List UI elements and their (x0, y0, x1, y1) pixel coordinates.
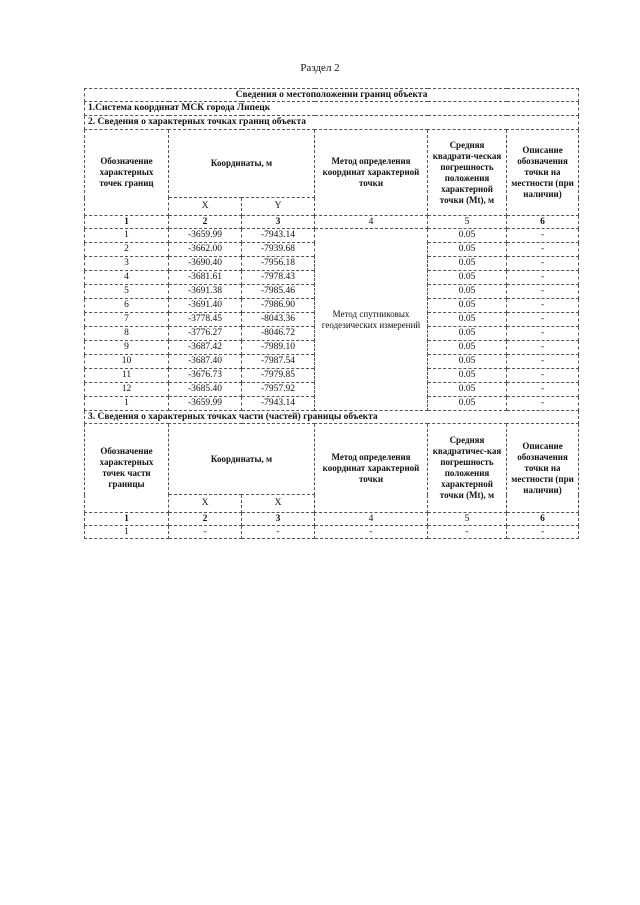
desc-cell: - (507, 285, 579, 299)
header-error: Средняя квадратичес-кая погрешность положения характерной точки (Mt), м (428, 424, 507, 513)
error-cell: 0.05 (428, 257, 507, 271)
error-cell: - (428, 526, 507, 539)
error-cell: 0.05 (428, 299, 507, 313)
error-cell: 0.05 (428, 341, 507, 355)
desc-cell: - (507, 341, 579, 355)
desc-cell: - (507, 397, 579, 411)
part3-title: 3. Сведения о характерных точках части (частей) границы объекта (85, 411, 579, 424)
y-cell: -7957.92 (242, 383, 315, 397)
y-cell: -7989.10 (242, 341, 315, 355)
error-cell: 0.05 (428, 313, 507, 327)
y-cell: -7979.85 (242, 369, 315, 383)
desc-cell: - (507, 257, 579, 271)
point-cell: 12 (85, 383, 169, 397)
header-method: Метод определения координат характерной точки (315, 424, 428, 513)
desc-cell: - (507, 299, 579, 313)
desc-cell: - (507, 369, 579, 383)
y-cell: -7986.90 (242, 299, 315, 313)
error-cell: 0.05 (428, 369, 507, 383)
header-x: X (169, 495, 242, 513)
section-title: Раздел 2 (300, 62, 340, 74)
col-num: 3 (242, 216, 315, 229)
x-cell: -3681.61 (169, 271, 242, 285)
point-cell: 2 (85, 243, 169, 257)
point-cell: 10 (85, 355, 169, 369)
point-cell: 9 (85, 341, 169, 355)
table-row (85, 229, 579, 243)
point-cell: 4 (85, 271, 169, 285)
header-point: Обозначение характерных точек части границы (85, 424, 169, 513)
desc-cell: - (507, 355, 579, 369)
x-cell: -3776.27 (169, 327, 242, 341)
point-cell: 1 (85, 526, 169, 539)
error-cell: 0.05 (428, 229, 507, 243)
header-y: X (242, 495, 315, 513)
col-num: 2 (169, 216, 242, 229)
header-desc: Описание обозначения точки на местности (при наличии) (507, 424, 579, 513)
error-cell: 0.05 (428, 327, 507, 341)
header-coords: Координаты, м (169, 424, 315, 495)
error-cell: 0.05 (428, 397, 507, 411)
x-cell: -3687.40 (169, 355, 242, 369)
col-num: 1 (85, 513, 169, 526)
x-cell: -3691.40 (169, 299, 242, 313)
part2-title: 2. Сведения о характерных точках границ объекта (85, 116, 579, 130)
error-cell: 0.05 (428, 285, 507, 299)
header-method: Метод определения координат характерной точки (315, 130, 428, 216)
header-y: Y (242, 198, 315, 216)
x-cell: -3690.40 (169, 257, 242, 271)
y-cell: -7943.14 (242, 397, 315, 411)
point-cell: 7 (85, 313, 169, 327)
header-coords: Координаты, м (169, 130, 315, 198)
error-cell: 0.05 (428, 243, 507, 257)
desc-cell: - (507, 383, 579, 397)
point-cell: 11 (85, 369, 169, 383)
desc-cell: - (507, 271, 579, 285)
col-num: 4 (315, 513, 428, 526)
y-cell: -8046.72 (242, 327, 315, 341)
method-cell: Метод спутниковых геодезических измерений (315, 229, 428, 411)
y-cell: -8043.36 (242, 313, 315, 327)
boundary-table (84, 88, 579, 539)
x-cell: -3778.45 (169, 313, 242, 327)
error-cell: 0.05 (428, 271, 507, 285)
col-num: 5 (428, 513, 507, 526)
col-num: 3 (242, 513, 315, 526)
desc-cell: - (507, 327, 579, 341)
table-row (85, 526, 579, 539)
header-x: X (169, 198, 242, 216)
column-numbers-row (85, 216, 579, 229)
coord-system: 1.Система координат МСК города Липецк (85, 102, 579, 116)
x-cell: -3662.00 (169, 243, 242, 257)
desc-cell: - (507, 526, 579, 539)
col-num: 1 (85, 216, 169, 229)
point-cell: 6 (85, 299, 169, 313)
header-error: Средняя квадрати-ческая погрешность положения характерной точки (Mt), м (428, 130, 507, 216)
column-numbers-row (85, 513, 579, 526)
y-cell: -7978.43 (242, 271, 315, 285)
y-cell: -7939.68 (242, 243, 315, 257)
col-num: 2 (169, 513, 242, 526)
y-cell: -7987.54 (242, 355, 315, 369)
col-num: 6 (507, 513, 579, 526)
point-cell: 3 (85, 257, 169, 271)
point-cell: 8 (85, 327, 169, 341)
y-cell: -7956.18 (242, 257, 315, 271)
col-num: 6 (507, 216, 579, 229)
col-num: 4 (315, 216, 428, 229)
desc-cell: - (507, 229, 579, 243)
desc-cell: - (507, 313, 579, 327)
x-cell: -3676.73 (169, 369, 242, 383)
point-cell: 1 (85, 397, 169, 411)
x-cell: -3659.99 (169, 229, 242, 243)
error-cell: 0.05 (428, 355, 507, 369)
x-cell: -3659.99 (169, 397, 242, 411)
y-cell: -7943.14 (242, 229, 315, 243)
header-point: Обозначение характерных точек границ (85, 130, 169, 216)
y-cell: - (242, 526, 315, 539)
y-cell: -7985.46 (242, 285, 315, 299)
x-cell: - (169, 526, 242, 539)
col-num: 5 (428, 216, 507, 229)
x-cell: -3691.38 (169, 285, 242, 299)
header-desc: Описание обозначения точки на местности (при наличии) (507, 130, 579, 216)
method-cell: - (315, 526, 428, 539)
table-title: Сведения о местоположении границ объекта (85, 89, 579, 102)
x-cell: -3685.40 (169, 383, 242, 397)
error-cell: 0.05 (428, 383, 507, 397)
point-cell: 5 (85, 285, 169, 299)
x-cell: -3687.42 (169, 341, 242, 355)
point-cell: 1 (85, 229, 169, 243)
desc-cell: - (507, 243, 579, 257)
